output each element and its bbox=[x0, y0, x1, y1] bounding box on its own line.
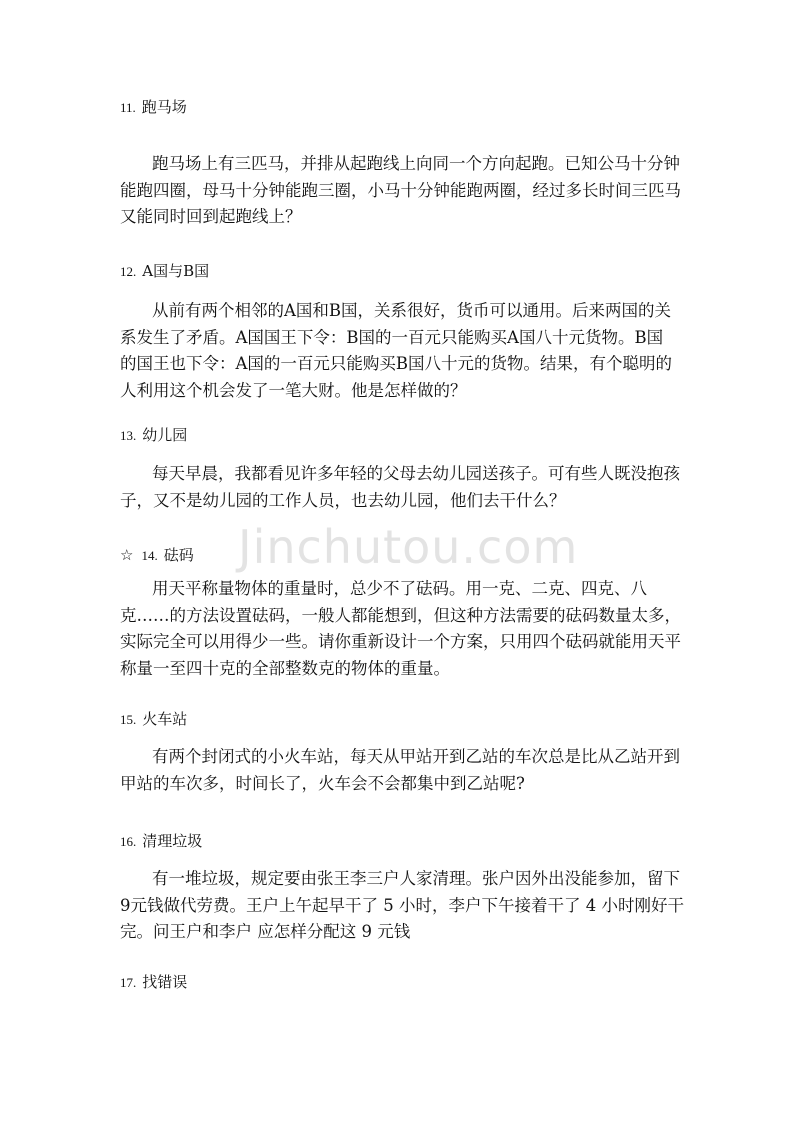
paragraph-line: 称量一至四十克的全部整数克的物体的重量。 bbox=[120, 658, 450, 678]
paragraph-line: 用天平称量物体的重量时，总少不了砝码。用一克、二克、四克、八 bbox=[152, 579, 647, 598]
heading-14 bbox=[120, 545, 194, 566]
paragraph-13 bbox=[120, 461, 690, 514]
section-title: 火车站 bbox=[142, 710, 188, 728]
paragraph-line: 有一堆垃圾，规定要由张王李三户人家清理。张户因外出没能参加，留下 bbox=[152, 869, 680, 888]
section-title: 找错误 bbox=[142, 973, 188, 991]
paragraph-line: 子，又不是幼儿园的工作人员，也去幼儿园，他们去干什么？ bbox=[120, 490, 566, 510]
paragraph-16 bbox=[120, 866, 690, 946]
heading-17 bbox=[120, 972, 187, 993]
paragraph-line: 9元钱做代劳费。王户上午起早干了 5 小时，李户下午接着干了 4 小时刚好干 bbox=[120, 895, 684, 915]
section-number: 17. bbox=[120, 975, 137, 990]
paragraph-line: 甲站的车次多，时间长了，火车会不会都集中到乙站呢? bbox=[120, 773, 525, 793]
paragraph-line: 人利用这个机会发了一笔大财。他是怎样做的？ bbox=[120, 380, 467, 400]
paragraph-line: 从前有两个相邻的A国和B国，关系很好，货币可以通用。后来两国的关 bbox=[152, 301, 672, 320]
star-icon: ☆ bbox=[120, 546, 134, 564]
paragraph-line: 完。问王户和李户 应怎样分配这 9 元钱 bbox=[120, 922, 411, 941]
paragraph-15 bbox=[120, 744, 690, 797]
heading-11 bbox=[120, 97, 187, 118]
section-title: 幼儿园 bbox=[142, 426, 188, 444]
paragraph-line: 的国王也下令：A国的一百元只能购买B国八十元的货物。结果，有个聪明的 bbox=[120, 354, 673, 373]
section-number: 12. bbox=[120, 264, 137, 279]
paragraph-line: 跑马场上有三匹马，并排从起跑线上向同一个方向起跑。已知公马十分钟 bbox=[152, 154, 680, 173]
watermark: Jinchutou.com bbox=[238, 520, 579, 574]
section-title: 砝码 bbox=[163, 546, 194, 564]
section-number: 11. bbox=[120, 100, 136, 115]
paragraph-line: 实际完全可以用得少一些。请你重新设计一个方案，只用四个砝码就能用天平 bbox=[120, 632, 681, 651]
paragraph-line: 系发生了矛盾。A国国王下令：B国的一百元只能购买A国八十元货物。B国 bbox=[120, 327, 664, 347]
heading-13 bbox=[120, 425, 187, 446]
section-title: A国与B国 bbox=[142, 262, 210, 280]
section-number: 14. bbox=[141, 548, 158, 563]
paragraph-line: 有两个封闭式的小火车站，每天从甲站开到乙站的车次总是比从乙站开到 bbox=[152, 747, 680, 766]
heading-15 bbox=[120, 709, 187, 730]
paragraph-14 bbox=[120, 576, 690, 682]
paragraph-line: 每天早晨，我都看见许多年轻的父母去幼儿园送孩子。可有些人既没抱孩 bbox=[152, 464, 680, 483]
section-number: 13. bbox=[120, 428, 137, 443]
paragraph-line: 又能同时回到起跑线上？ bbox=[120, 207, 302, 226]
section-title: 跑马场 bbox=[141, 98, 187, 116]
paragraph-12 bbox=[120, 298, 690, 404]
section-number: 16. bbox=[120, 834, 137, 849]
heading-16 bbox=[120, 831, 202, 852]
paragraph-line: 能跑四圈，母马十分钟能跑三圈，小马十分钟能跑两圈，经过多长时间三匹马 bbox=[120, 180, 681, 200]
heading-12 bbox=[120, 261, 209, 282]
section-number: 15. bbox=[120, 712, 137, 727]
paragraph-11 bbox=[120, 151, 690, 231]
paragraph-line: 克……的方法设置砝码，一般人都能想到，但这种方法需要的砝码数量太多， bbox=[120, 605, 681, 625]
section-title: 清理垃圾 bbox=[142, 832, 203, 850]
